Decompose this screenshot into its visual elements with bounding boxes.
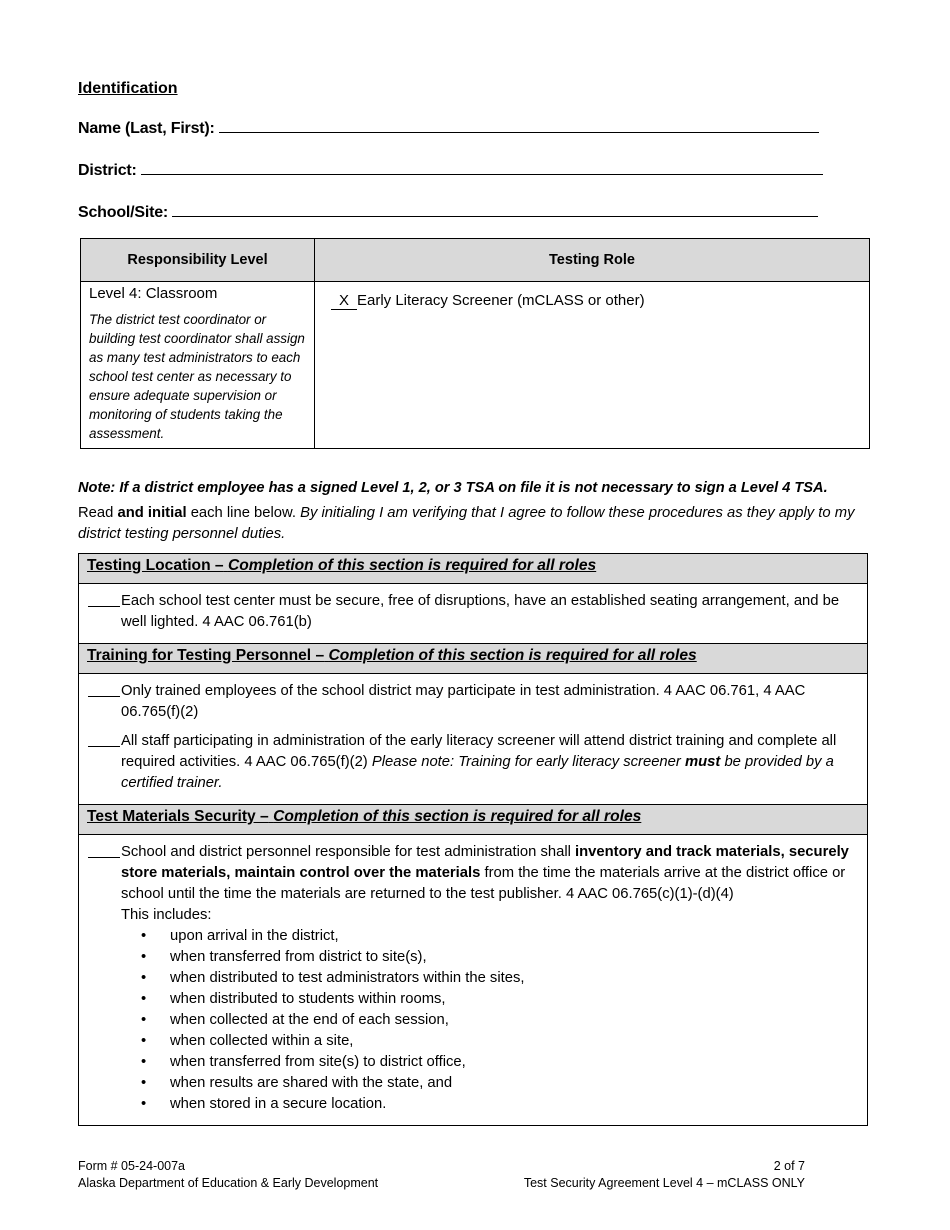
bullet-item	[121, 1031, 859, 1052]
bullet-item	[121, 1010, 859, 1031]
header-responsibility-level: Responsibility Level	[81, 239, 315, 282]
section-header-testing-location	[79, 554, 867, 584]
initial-field[interactable]	[88, 857, 120, 858]
section-subtitle: Completion of this section is required for all roles	[328, 647, 697, 664]
role-cell	[315, 282, 870, 449]
section-title: Test Materials Security –	[87, 808, 269, 825]
bullet-text: when distributed to test administrators within the sites,	[170, 970, 525, 986]
section-title: Training for Testing Personnel –	[87, 647, 325, 664]
bullet-icon: •	[141, 970, 147, 986]
footer-right	[524, 1158, 805, 1192]
list-item	[87, 842, 859, 1115]
note-text: Note: If a district employee has a signed Level 1, 2, or 3 TSA on file it is not necessary to sign a Level 4 TSA.	[78, 480, 828, 496]
bullet-icon: •	[141, 949, 147, 965]
item-text: All staff participating in administration of the early literacy screener will attend district training and complete all required activities. 4 AAC 06.765(f)(2)	[121, 733, 837, 770]
bullet-icon: •	[141, 928, 147, 944]
bullet-icon: •	[141, 1075, 147, 1091]
bullet-text: when distributed to students within rooms,	[170, 991, 446, 1007]
document-title: Test Security Agreement Level 4 – mCLASS ONLY	[523, 1176, 805, 1190]
item-text-bold: inventory and track materials, securely store materials, maintain control over the materials	[121, 844, 849, 881]
includes-list	[121, 926, 859, 1115]
item-text-end: from the time the materials arrive at the district office or school until the time the materials are returned to the test publisher. 4 AAC 06.765(c)(1)-(d)(4)	[121, 865, 846, 902]
name-row	[78, 116, 819, 138]
includes-label: This includes:	[121, 907, 212, 923]
initial-field[interactable]	[88, 696, 120, 697]
section-body-materials	[79, 835, 867, 1125]
name-field[interactable]	[219, 116, 819, 133]
item-text: School and district personnel responsible for test administration shall	[121, 844, 571, 860]
bullet-text: when transferred from district to site(s),	[170, 949, 427, 965]
bullet-item	[121, 1073, 859, 1094]
bullet-icon: •	[141, 1096, 147, 1112]
level-cell	[81, 282, 315, 449]
footer-left	[78, 1158, 378, 1192]
instr-read: Read	[78, 505, 114, 521]
school-row	[78, 200, 818, 222]
bullet-item	[121, 1052, 859, 1073]
bullet-item	[121, 968, 859, 989]
table-header-row	[81, 239, 870, 282]
form-number: Form # 05-24-007a	[78, 1159, 186, 1173]
section-title: Testing Location –	[87, 557, 224, 574]
item-note: Please note: Training for early literacy screener	[371, 754, 681, 770]
bullet-text: when collected at the end of each session,	[170, 1012, 449, 1028]
bullet-text: when transferred from site(s) to district office,	[170, 1054, 466, 1070]
bullet-item	[121, 989, 859, 1010]
section-header-materials	[79, 805, 867, 835]
item-text: Only trained employees of the school district may participate in test administration. 4 AAC 06.761, 4 AAC 06.765(f)(2)	[121, 683, 806, 720]
initial-field[interactable]	[88, 606, 120, 607]
item-note-must: must	[684, 754, 721, 770]
district-row	[78, 158, 823, 180]
school-label: School/Site:	[78, 204, 169, 221]
bullet-text: upon arrival in the district,	[170, 928, 339, 944]
header-testing-role: Testing Role	[315, 239, 870, 282]
section-body-testing-location	[79, 584, 867, 644]
list-item	[87, 591, 859, 633]
district-label: District:	[78, 162, 137, 179]
instructions	[78, 503, 878, 545]
bullet-icon: •	[141, 1012, 147, 1028]
instr-and-initial: and initial	[117, 505, 187, 521]
bullet-icon: •	[141, 991, 147, 1007]
initial-field[interactable]	[88, 746, 120, 747]
school-field[interactable]	[172, 200, 818, 217]
department-name: Alaska Department of Education & Early Development	[78, 1176, 379, 1190]
instr-each-line: each line below.	[190, 505, 296, 521]
bullet-icon: •	[141, 1033, 147, 1049]
bullet-icon: •	[141, 1054, 147, 1070]
bullet-item	[121, 926, 859, 947]
name-label: Name (Last, First):	[78, 120, 215, 137]
instr-italic: By initialing I am verifying that I agree to follow these procedures as they apply to my district testing personnel duties.	[78, 505, 855, 542]
bullet-item	[121, 1094, 859, 1115]
list-item	[87, 731, 859, 794]
identification-heading: Identification	[78, 80, 178, 97]
list-item	[87, 681, 859, 723]
item-text: Each school test center must be secure, free of disruptions, have an established seating arrangement, and be well lighted. 4 AAC 06.761(b)	[121, 593, 840, 630]
section-subtitle: Completion of this section is required for all roles	[273, 808, 642, 825]
role-label: Early Literacy Screener (mCLASS or other)	[357, 292, 645, 309]
level-description: The district test coordinator or building test coordinator shall assign as many test administrators to each school test center as necessary to ensure adequate supervision or monitoring of students taking the assessment.	[89, 312, 305, 441]
role-checkmark-field[interactable]: X	[331, 292, 357, 310]
responsibility-table	[80, 238, 870, 449]
level-title: Level 4: Classroom	[89, 285, 218, 302]
district-field[interactable]	[141, 158, 823, 175]
bullet-text: when results are shared with the state, and	[170, 1075, 453, 1091]
item-note-end: be provided by a certified trainer.	[121, 754, 834, 791]
section-body-training	[79, 674, 867, 805]
page-number: 2 of 7	[773, 1159, 805, 1173]
section-subtitle: Completion of this section is required for all roles	[227, 557, 597, 574]
section-header-training	[79, 644, 867, 674]
bullet-text: when collected within a site,	[170, 1033, 354, 1049]
bullet-text: when stored in a secure location.	[170, 1096, 387, 1112]
bullet-item	[121, 947, 859, 968]
procedures-table	[78, 553, 868, 1126]
table-row	[81, 282, 870, 449]
